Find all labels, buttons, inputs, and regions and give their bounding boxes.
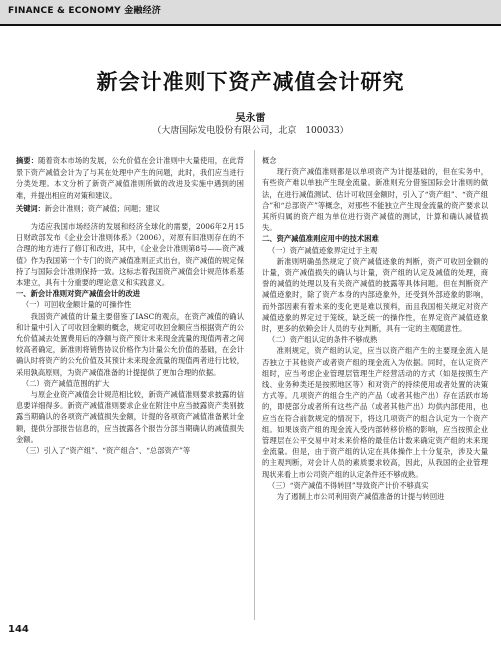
journal-header <box>0 0 501 26</box>
journal-header-text: FINANCE & ECONOMY 金融经济 <box>8 6 161 16</box>
left-column <box>16 155 244 456</box>
header-rule <box>0 24 501 26</box>
body-paragraph-1-2: 与原企业资产减值会计规范相比较，新资产减值准则要求披露的信息要详细得多。新资产减值准则要求企业在附注中应当披露资产类别披露当期确认的各项资产减值损失金额，计提的各项资产减值准备累计金额，提供分部报告信息的，应当披露各个报告分部当期确认的减值损失金额。 <box>16 390 244 444</box>
right-column <box>262 155 488 502</box>
author-affiliation: （大唐国际发电股份有限公司，北京 100033） <box>152 126 349 136</box>
body-paragraph-2-1: 新准则明确虽然规定了资产减值迹象的判断，资产可收回金额的计量，资产减值损失的确认与计量，资产组的认定及减值的处理，商誉的减值的处理以及有关资产减值的披露等具体问题。但在判断资产减值迹象时，除了资产本身的内部迹象外，还受到外部迹象的影响，而外部因素有着未来的变化更是难以预料，而且我国相关规定对资产减值迹象的界定过于笼统，缺乏统一的操作性，在界定资产减值迹象时，更多的依赖会计人员的专业判断，具有一定的主观随意性。 <box>262 256 488 334</box>
subsection-heading-2-1: （一）资产减值迹象界定过于主观 <box>267 245 378 255</box>
subsection-heading-1-1: （一）可回收金额计量的可操作性 <box>21 300 132 310</box>
subsection-heading-2-3: （三）“资产减值不得转回”导致资产计价不够真实 <box>267 480 429 490</box>
column-divider <box>254 150 255 620</box>
abstract-label: 摘要： <box>16 156 39 165</box>
keywords-label: 关键词： <box>16 204 45 214</box>
keywords-line <box>16 203 244 215</box>
article-title: 新会计准则下资产减值会计研究 <box>96 69 405 94</box>
continued-heading: 概念 <box>262 156 277 165</box>
subsection-heading-1-2: （二）资产减值范围的扩大 <box>21 378 110 388</box>
intro-paragraph: 为适应我国市场经济的发展和经济全球化的需要，2006年2月15日财政部发布《企业会计准则体系》（2006），对原有旧准则存在的不合理的地方进行了修订和改进，其中，《企业会计准则第8号——资产减值》作为我国第一个专门的资产减值准则正式出台，资产减值的规定保持了与国际会计准则保持一致。这标志着我国资产减值会计规范体系基本建立，具有十分重要的理论意义和实践意义。 <box>16 221 244 287</box>
body-paragraph-2-3: 为了遏制上市公司利用资产减值准备的计提与转回进 <box>276 492 445 502</box>
body-paragraph-1-3: 现行资产减值准则都是以单项资产为计提基础的，但在实务中，有些资产难以单独产生现金流量。新准则充分借鉴国际会计准则的做法，在进行减值测试、估计可收回金额时，引入了“资产组”、“资产组合”和“总部资产”等概念，对那些不能独立产生现金流量的资产要求以其所归属的资产组为单位进行资产减值的测试，计算和确认减值损失。 <box>262 167 488 233</box>
page-number: 144 <box>8 624 29 635</box>
body-paragraph-1-1: 我国资产减值的计量主要借鉴了IASC的观点，在资产减值的确认和计量中引入了可收回金额的概念，规定可收回金额应当根据资产的公允价值减去处置费用后的净额与资产预计未来现金流量的现值两者之间较高者确定，新准则将销售协议价格作为计量公允价值的基础，在会计确认时将资产的公允价值及其预计未来现金流量的现值两者进行比较，采用孰高原则，为资产减值准备的计提提供了更加合理的依据。 <box>16 311 244 377</box>
abstract-block <box>16 155 244 215</box>
body-paragraph-2-2: 准则规定，资产组的认定，应当以资产组产生的主要现金流入是否独立于其他资产或者资产组的现金流入为依据。同时，在认定资产组时，应当考虑企业管理层管理生产经营活动的方式（如是按照生产线、业务种类还是按照地区等）和对资产的持续使用或者处置的决策方式等。几项资产的组合生产的产品（或者其他产出）存在活跃市场的，即使部分或者所有这些产品（或者其他产出）均供内部使用，也应当在符合前款规定的情况下，将这几项资产的组合认定为一个资产组。如果该资产组的现金流入受内部转移价格的影响，应当按照企业管理层在公平交易中对未来价格的最佳估计数来确定资产组的未来现金流量。但是，由于资产组的认定在具体操作上十分复杂，涉及大量的主观判断，对会计人员的素质要求较高，因此，从我国的企业管理现状来看上市公司资产组的认定条件还不够成熟。 <box>262 346 488 479</box>
keywords-text: 新会计准则；资产减值；问题；建议 <box>44 204 160 214</box>
article-author: 吴永雷 <box>235 113 266 124</box>
subsection-heading-2-2: （二）资产组认定的条件不够成熟 <box>267 335 378 345</box>
section-heading-2: 二、资产减值准则应用中的技术困难 <box>262 234 379 244</box>
abstract-text: 随着资本市场的发展，公允价值在会计准则中大量使用，在此背景下资产减值会计为了与其在处理中产生的问题，此时，我们应当进行分类处理。本文分析了新资产减值准则所做的改进及实施中遇到的困难，并提出相应的对策和建议。 <box>16 156 244 200</box>
subsection-heading-1-3: （三）引入了“资产组”、“资产组合”、“总部资产”等 <box>21 446 191 456</box>
section-heading-1: 一、新会计准则对资产减值会计的改进 <box>16 289 141 299</box>
